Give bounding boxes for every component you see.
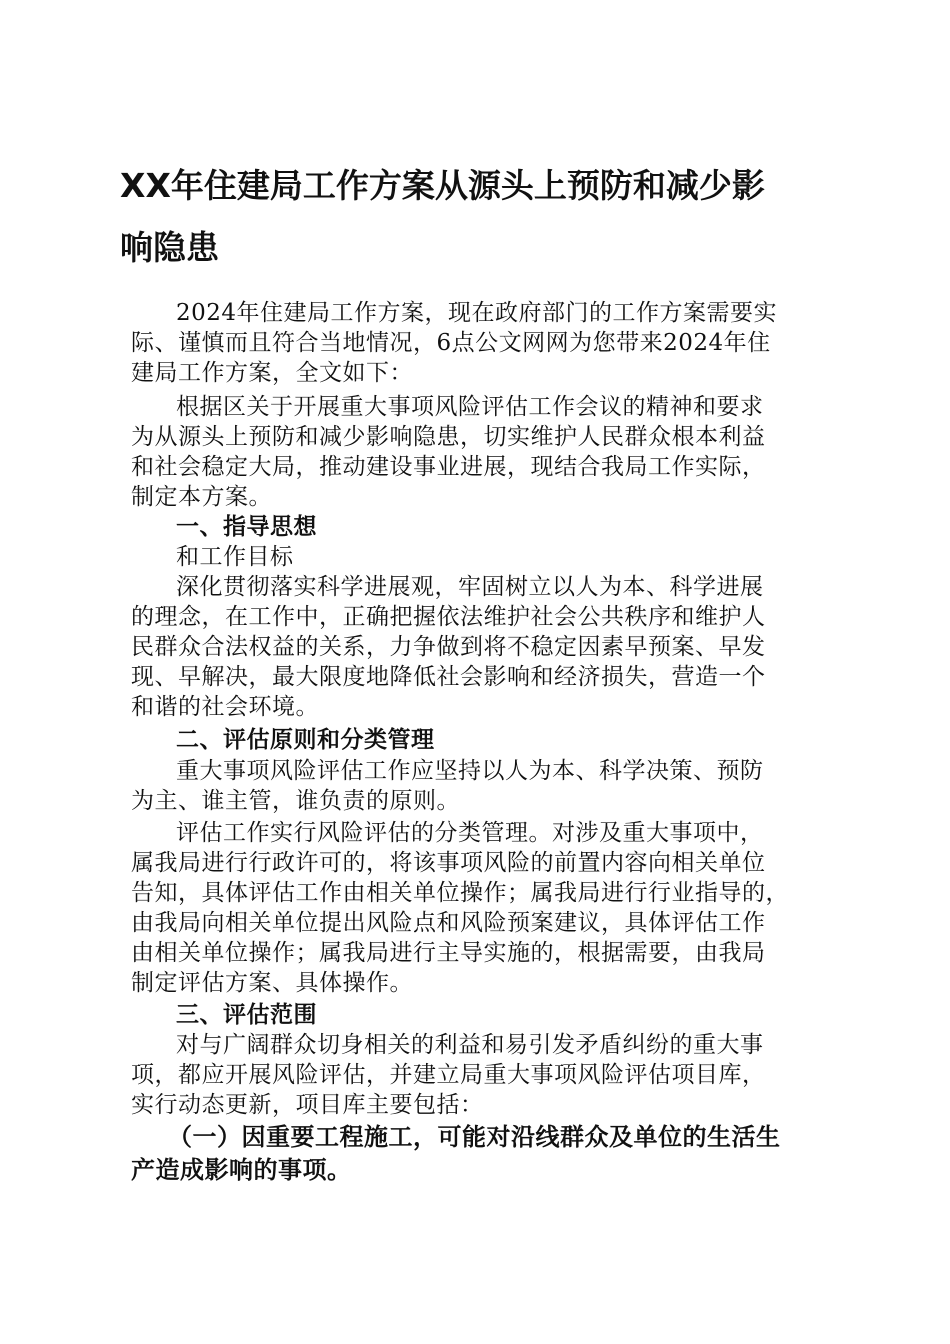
document-title-line2: 响隐患: [120, 228, 219, 267]
scope-item-1-line-2: 产造成影响的事项。: [131, 1156, 352, 1184]
scope-line-3: 实行动态更新，项目库主要包括：: [131, 1092, 484, 1118]
classify-line-1: 评估工作实行风险评估的分类管理。对涉及重大事项中，: [176, 820, 764, 846]
classify-line-2: 属我局进行行政许可的，将该事项风险的前置内容向相关单位: [131, 850, 766, 876]
basis-line-1: 根据区关于开展重大事项风险评估工作会议的精神和要求: [176, 394, 764, 420]
principle-line-1: 重大事项风险评估工作应坚持以人为本、科学决策、预防: [176, 758, 764, 784]
basis-line-2: 为从源头上预防和减少影响隐患，切实维护人民群众根本利益: [131, 424, 766, 450]
basis-line-3: 和社会稳定大局，推动建设事业进展，现结合我局工作实际，: [131, 454, 766, 480]
section-heading-1-cont: 和工作目标: [176, 544, 294, 570]
section-heading-2: 二、评估原则和分类管理: [176, 727, 435, 753]
intro-line-2: 际、谨慎而且符合当地情况，6点公文网网为您带来2024年住: [131, 330, 771, 356]
classify-line-6: 制定评估方案、具体操作。: [131, 970, 413, 996]
document-title-line1: XX年住建局工作方案从源头上预防和减少影: [120, 166, 765, 205]
principle-line-2: 为主、谁主管，谁负责的原则。: [131, 788, 460, 814]
scope-line-2: 项，都应开展风险评估，并建立局重大事项风险评估项目库，: [131, 1062, 766, 1088]
classify-line-3: 告知，具体评估工作由相关单位操作；属我局进行行业指导的，: [131, 880, 789, 906]
section-heading-1: 一、指导思想: [176, 514, 317, 540]
guide-line-4: 现、早解决，最大限度地降低社会影响和经济损失，营造一个: [131, 664, 766, 690]
classify-line-4: 由我局向相关单位提出风险点和风险预案建议，具体评估工作: [131, 910, 766, 936]
scope-line-1: 对与广阔群众切身相关的利益和易引发矛盾纠纷的重大事: [176, 1032, 764, 1058]
guide-line-1: 深化贯彻落实科学进展观，牢固树立以人为本、科学进展: [176, 574, 764, 600]
guide-line-3: 民群众合法权益的关系，力争做到将不稳定因素早预案、早发: [131, 634, 766, 660]
intro-line-1: 2024年住建局工作方案，现在政府部门的工作方案需要实: [176, 300, 778, 326]
guide-line-5: 和谐的社会环境。: [131, 694, 319, 720]
classify-line-5: 由相关单位操作；属我局进行主导实施的，根据需要，由我局: [131, 940, 766, 966]
section-heading-3: 三、评估范围: [176, 1002, 317, 1028]
intro-line-3: 建局工作方案，全文如下：: [131, 360, 413, 386]
guide-line-2: 的理念，在工作中，正确把握依法维护社会公共秩序和维护人: [131, 604, 766, 630]
scope-item-1-line-1: （一）因重要工程施工，可能对沿线群众及单位的生活生: [168, 1123, 781, 1151]
basis-line-4: 制定本方案。: [131, 484, 272, 510]
